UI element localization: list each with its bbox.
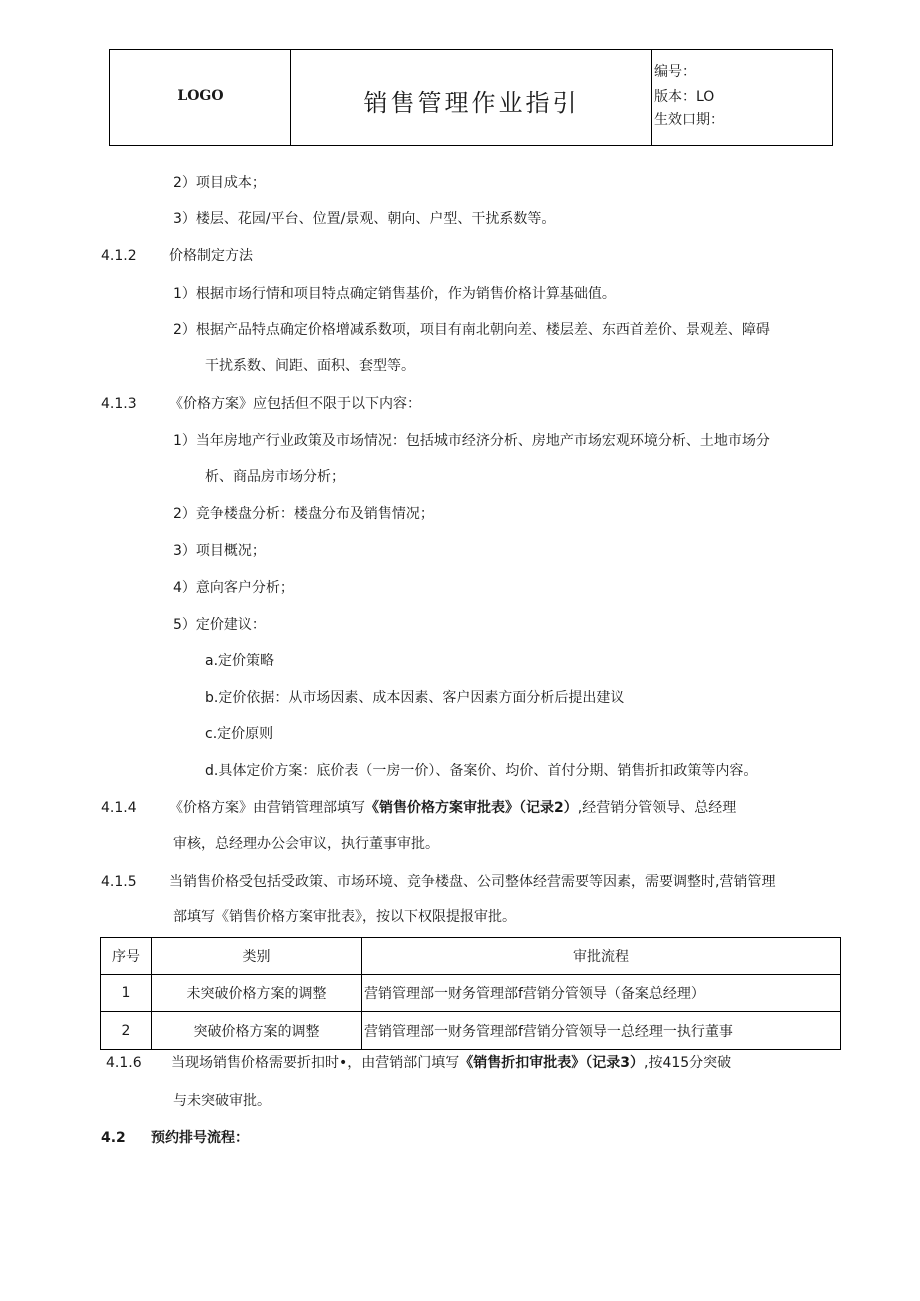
form-reference: 《销售价格方案审批表》（记录2） <box>365 800 578 816</box>
section-number: 4.1.6 <box>106 1055 142 1071</box>
row-no: 2 <box>101 1012 152 1049</box>
version-label: 版本：LO <box>654 89 715 105</box>
meta-cell <box>652 50 832 145</box>
section-number: 4.1.3 <box>101 396 137 412</box>
header-process: 审批流程 <box>573 949 629 965</box>
section-number: 4.2 <box>101 1130 126 1146</box>
title-cell <box>291 50 652 145</box>
header-category: 类别 <box>152 938 362 974</box>
item-floor-factors: 3）楼层、花园/平台、位置/景观、朝向、户型、干扰系数等。 <box>173 211 556 227</box>
item-customer: 4）意向客户分析； <box>173 580 294 596</box>
section-number: 4.1.4 <box>101 800 137 816</box>
document-title: 销售管理作业指引 <box>363 89 580 117</box>
row-process: 营销管理部一财务管理部f营销分管领导（备案总经理） <box>364 986 705 1002</box>
text: 当现场销售价格需要折扣时•，由营销部门填写 <box>171 1055 460 1071</box>
item-base-price: 1）根据市场行情和项目特点确定销售基价，作为销售价格计算基础值。 <box>173 286 616 302</box>
row-category: 未突破价格方案的调整 <box>152 975 362 1011</box>
section-414-line2: 审核，总经理办公会审议，执行董事审批。 <box>173 836 439 852</box>
approval-table <box>100 937 841 1050</box>
item-project-cost: 2）项目成本； <box>173 175 266 191</box>
row-no: 1 <box>101 975 152 1011</box>
table-row <box>101 975 840 1012</box>
document-header <box>109 49 833 146</box>
item-coefficients-cont: 干扰系数、间距、面积、套型等。 <box>205 358 415 374</box>
effective-date-label: 生效口期： <box>654 112 724 128</box>
section-number: 4.1.2 <box>101 248 137 264</box>
table-row <box>101 1012 840 1049</box>
sub-item-plan: d.具体定价方案：底价表（一房一价）、备案价、均价、首付分期、销售折扣政策等内容。 <box>205 763 758 779</box>
text: ,按415分突破 <box>644 1055 732 1071</box>
form-reference: 《销售折扣审批表》（记录3） <box>459 1055 645 1071</box>
sub-item-strategy: a.定价策略 <box>205 653 275 669</box>
item-coefficients: 2）根据产品特点确定价格增减系数项，项目有南北朝向差、楼层差、东西首差价、景观差、障碍 <box>173 322 770 338</box>
section-415-line1: 当销售价格受包括受政策、市场环境、竞争楼盘、公司整体经营需要等因素，需要调整时,营销管理 <box>169 874 776 890</box>
code-label: 编号： <box>654 64 696 80</box>
section-414-line1 <box>169 798 736 818</box>
item-policy-market-cont: 析、商品房市场分析； <box>205 469 345 485</box>
section-416-line2: 与未突破审批。 <box>173 1093 271 1109</box>
item-overview: 3）项目概况； <box>173 543 266 559</box>
table-header-row <box>101 938 840 975</box>
logo: LOGO <box>177 88 224 104</box>
section-title: 价格制定方法 <box>169 248 253 264</box>
section-title: 预约排号流程： <box>151 1130 249 1146</box>
section-415-line2: 部填写《销售价格方案审批表》，按以下权限提报审批。 <box>173 909 516 925</box>
section-number: 4.1.5 <box>101 874 137 890</box>
row-process: 营销管理部一财务管理部f营销分管领导一总经理一执行董事 <box>364 1023 733 1040</box>
sub-item-principle: c.定价原则 <box>205 726 274 742</box>
sub-item-basis: b.定价依据：从市场因素、成本因素、客户因素方面分析后提出建议 <box>205 690 625 706</box>
row-category: 突破价格方案的调整 <box>152 1012 362 1049</box>
item-policy-market: 1）当年房地产行业政策及市场情况：包括城市经济分析、房地产市场宏观环境分析、土地市场分 <box>173 433 770 449</box>
section-title: 《价格方案》应包括但不限于以下内容： <box>169 396 421 412</box>
text: 《价格方案》由营销管理部填写 <box>169 800 365 816</box>
logo-cell <box>110 50 291 145</box>
section-416-line1 <box>171 1053 731 1073</box>
item-pricing-advice: 5）定价建议： <box>173 617 266 633</box>
text: ,经营销分管领导、总经理 <box>577 800 737 816</box>
header-no: 序号 <box>101 938 152 974</box>
item-competitor: 2）竞争楼盘分析：楼盘分布及销售情况； <box>173 506 434 522</box>
